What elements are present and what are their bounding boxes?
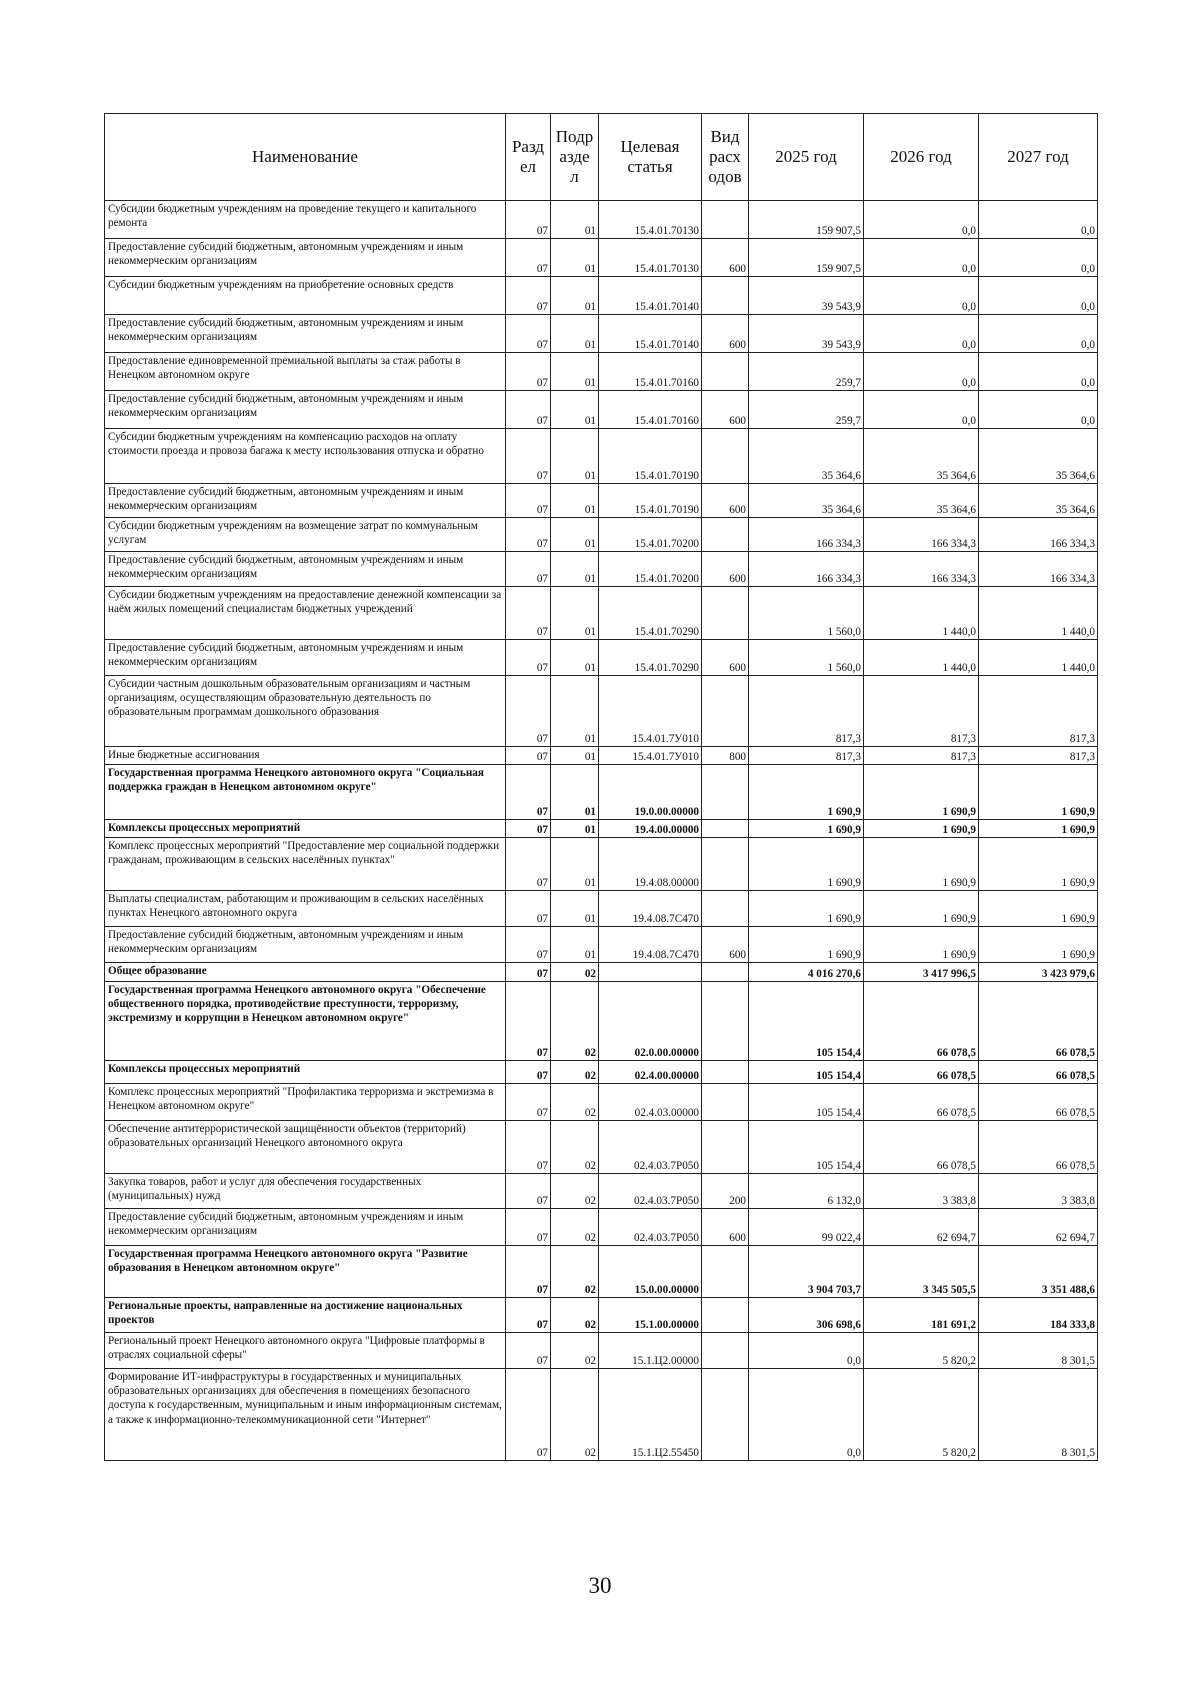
row-amount-2026: 817,3 <box>864 676 979 747</box>
row-subsection: 01 <box>551 927 599 963</box>
row-amount-2026: 817,3 <box>864 747 979 765</box>
row-expense-type: 600 <box>702 552 749 587</box>
row-amount-2027: 1 440,0 <box>979 587 1098 640</box>
row-name: Субсидии бюджетным учреждениям на компенсацию расходов на оплату стоимости проезда и провоза багажа к месту использования отпуска и обратно <box>105 429 506 484</box>
row-amount-2025: 159 907,5 <box>749 239 864 277</box>
row-target-article: 15.4.01.70140 <box>599 315 702 353</box>
row-amount-2025: 817,3 <box>749 676 864 747</box>
row-expense-type: 800 <box>702 747 749 765</box>
row-expense-type <box>702 587 749 640</box>
row-name: Выплаты специалистам, работающим и проживающим в сельских населённых пунктах Ненецкого автономного округа <box>105 891 506 927</box>
row-name: Предоставление субсидий бюджетным, автономным учреждениям и иным некоммерческим организациям <box>105 239 506 277</box>
row-subsection: 02 <box>551 982 599 1061</box>
row-section: 07 <box>506 391 551 429</box>
row-target-article: 15.4.01.70130 <box>599 201 702 239</box>
row-subsection: 02 <box>551 1084 599 1121</box>
row-target-article: 15.4.01.70130 <box>599 239 702 277</box>
row-amount-2025: 39 543,9 <box>749 315 864 353</box>
row-amount-2026: 1 690,9 <box>864 927 979 963</box>
row-section: 07 <box>506 1246 551 1298</box>
row-target-article: 15.4.01.7У010 <box>599 676 702 747</box>
table-body <box>105 201 1098 1461</box>
row-amount-2027: 66 078,5 <box>979 1061 1098 1084</box>
row-target-article: 02.4.03.7Р050 <box>599 1209 702 1246</box>
row-section: 07 <box>506 587 551 640</box>
budget-table <box>104 113 1098 1461</box>
row-expense-type <box>702 1333 749 1369</box>
row-expense-type <box>702 1084 749 1121</box>
row-amount-2027: 66 078,5 <box>979 1084 1098 1121</box>
row-amount-2027: 184 333,8 <box>979 1298 1098 1333</box>
row-amount-2025: 6 132,0 <box>749 1174 864 1209</box>
row-amount-2027: 66 078,5 <box>979 1121 1098 1174</box>
row-target-article: 15.0.00.00000 <box>599 1246 702 1298</box>
row-amount-2026: 66 078,5 <box>864 982 979 1061</box>
row-name: Общее образование <box>105 963 506 982</box>
row-target-article: 15.4.01.70290 <box>599 640 702 676</box>
row-target-article: 19.4.08.7С470 <box>599 891 702 927</box>
row-subsection: 01 <box>551 891 599 927</box>
row-name: Предоставление субсидий бюджетным, автономным учреждениям и иным некоммерческим организациям <box>105 927 506 963</box>
row-section: 07 <box>506 1174 551 1209</box>
row-amount-2026: 1 440,0 <box>864 640 979 676</box>
header-target-article-label: Целевая статья <box>620 137 680 176</box>
row-name: Региональные проекты, направленные на достижение национальных проектов <box>105 1298 506 1333</box>
row-name: Государственная программа Ненецкого автономного округа "Обеспечение общественного порядка, противодействие преступности, терроризму, экстремизму и коррупции в Ненецком автономном округе" <box>105 982 506 1061</box>
row-target-article: 19.4.08.00000 <box>599 838 702 891</box>
row-subsection: 02 <box>551 1174 599 1209</box>
row-target-article: 02.4.00.00000 <box>599 1061 702 1084</box>
row-amount-2027: 62 694,7 <box>979 1209 1098 1246</box>
row-name: Предоставление субсидий бюджетным, автономным учреждениям и иным некоммерческим организациям <box>105 391 506 429</box>
row-section: 07 <box>506 201 551 239</box>
header-expense-type <box>702 114 749 201</box>
row-section: 07 <box>506 1369 551 1461</box>
row-target-article: 15.4.01.7У010 <box>599 747 702 765</box>
row-expense-type <box>702 765 749 820</box>
row-section: 07 <box>506 820 551 838</box>
row-expense-type: 200 <box>702 1174 749 1209</box>
header-section <box>506 114 551 201</box>
table-row <box>105 587 1098 640</box>
row-amount-2025: 166 334,3 <box>749 518 864 552</box>
row-amount-2027: 166 334,3 <box>979 552 1098 587</box>
row-expense-type <box>702 1298 749 1333</box>
row-name: Субсидии бюджетным учреждениям на приобретение основных средств <box>105 277 506 315</box>
row-amount-2025: 0,0 <box>749 1369 864 1461</box>
row-amount-2025: 4 016 270,6 <box>749 963 864 982</box>
row-amount-2025: 105 154,4 <box>749 982 864 1061</box>
row-amount-2027: 0,0 <box>979 277 1098 315</box>
row-amount-2027: 1 440,0 <box>979 640 1098 676</box>
row-expense-type <box>702 201 749 239</box>
page-number: 30 <box>588 1573 612 1598</box>
row-name: Закупка товаров, работ и услуг для обеспечения государственных (муниципальных) нужд <box>105 1174 506 1209</box>
row-expense-type <box>702 1369 749 1461</box>
row-amount-2026: 35 364,6 <box>864 429 979 484</box>
row-subsection: 01 <box>551 518 599 552</box>
row-name: Субсидии бюджетным учреждениям на возмещение затрат по коммунальным услугам <box>105 518 506 552</box>
row-expense-type <box>702 838 749 891</box>
row-subsection: 01 <box>551 820 599 838</box>
header-name: Наименование <box>105 114 506 201</box>
row-subsection: 01 <box>551 765 599 820</box>
row-subsection: 01 <box>551 277 599 315</box>
row-amount-2027: 8 301,5 <box>979 1369 1098 1461</box>
row-expense-type: 600 <box>702 484 749 518</box>
row-subsection: 02 <box>551 963 599 982</box>
row-expense-type <box>702 353 749 391</box>
row-name: Иные бюджетные ассигнования <box>105 747 506 765</box>
row-name: Региональный проект Ненецкого автономного округа "Цифровые платформы в отраслях социальной сферы" <box>105 1333 506 1369</box>
row-amount-2026: 181 691,2 <box>864 1298 979 1333</box>
table-row <box>105 484 1098 518</box>
row-amount-2027: 0,0 <box>979 315 1098 353</box>
row-subsection: 02 <box>551 1121 599 1174</box>
row-amount-2025: 306 698,6 <box>749 1298 864 1333</box>
header-2027: 2027 год <box>979 114 1098 201</box>
row-name: Предоставление субсидий бюджетным, автономным учреждениям и иным некоммерческим организациям <box>105 552 506 587</box>
table-row <box>105 1121 1098 1174</box>
row-section: 07 <box>506 640 551 676</box>
table-row <box>105 747 1098 765</box>
row-amount-2026: 166 334,3 <box>864 552 979 587</box>
row-amount-2026: 66 078,5 <box>864 1121 979 1174</box>
row-amount-2026: 1 690,9 <box>864 820 979 838</box>
row-amount-2027: 1 690,9 <box>979 820 1098 838</box>
table-row <box>105 518 1098 552</box>
table-row <box>105 963 1098 982</box>
row-amount-2025: 1 690,9 <box>749 891 864 927</box>
header-target-article <box>599 114 702 201</box>
row-amount-2027: 166 334,3 <box>979 518 1098 552</box>
table-row <box>105 1298 1098 1333</box>
table-row <box>105 676 1098 747</box>
row-expense-type: 600 <box>702 927 749 963</box>
row-amount-2026: 0,0 <box>864 315 979 353</box>
row-amount-2027: 3 351 488,6 <box>979 1246 1098 1298</box>
row-amount-2026: 0,0 <box>864 201 979 239</box>
row-amount-2026: 166 334,3 <box>864 518 979 552</box>
row-amount-2026: 0,0 <box>864 391 979 429</box>
row-section: 07 <box>506 963 551 982</box>
row-amount-2025: 3 904 703,7 <box>749 1246 864 1298</box>
row-amount-2025: 39 543,9 <box>749 277 864 315</box>
row-target-article: 15.4.01.70160 <box>599 353 702 391</box>
row-section: 07 <box>506 239 551 277</box>
row-amount-2025: 105 154,4 <box>749 1121 864 1174</box>
header-2026: 2026 год <box>864 114 979 201</box>
row-amount-2025: 105 154,4 <box>749 1061 864 1084</box>
row-subsection: 02 <box>551 1333 599 1369</box>
row-amount-2026: 0,0 <box>864 239 979 277</box>
row-section: 07 <box>506 1061 551 1084</box>
row-section: 07 <box>506 353 551 391</box>
row-name: Предоставление единовременной премиальной выплаты за стаж работы в Ненецком автономном округе <box>105 353 506 391</box>
row-expense-type <box>702 1061 749 1084</box>
row-section: 07 <box>506 429 551 484</box>
row-amount-2026: 3 345 505,5 <box>864 1246 979 1298</box>
row-expense-type <box>702 277 749 315</box>
row-amount-2025: 99 022,4 <box>749 1209 864 1246</box>
row-target-article: 02.4.03.00000 <box>599 1084 702 1121</box>
row-amount-2026: 66 078,5 <box>864 1084 979 1121</box>
row-name: Комплексы процессных мероприятий <box>105 820 506 838</box>
row-amount-2026: 5 820,2 <box>864 1369 979 1461</box>
row-amount-2025: 105 154,4 <box>749 1084 864 1121</box>
row-expense-type: 600 <box>702 1209 749 1246</box>
row-name: Комплекс процессных мероприятий "Профилактика терроризма и экстремизма в Ненецком автономном округе" <box>105 1084 506 1121</box>
row-amount-2026: 1 690,9 <box>864 891 979 927</box>
row-amount-2027: 3 383,8 <box>979 1174 1098 1209</box>
row-name: Формирование ИТ-инфраструктуры в государственных и муниципальных образовательных организациях для обеспечения в помещениях безопасного доступа к государственным, муниципальным и иным информационным системам, а также к информационно-телекоммуникационной сети "Интернет" <box>105 1369 506 1461</box>
row-amount-2026: 1 690,9 <box>864 765 979 820</box>
row-amount-2026: 0,0 <box>864 277 979 315</box>
row-expense-type <box>702 891 749 927</box>
row-subsection: 01 <box>551 201 599 239</box>
row-subsection: 01 <box>551 315 599 353</box>
row-target-article: 19.4.00.00000 <box>599 820 702 838</box>
header-subsection-label: Подр азде л <box>555 127 594 186</box>
table-row <box>105 640 1098 676</box>
row-target-article: 19.4.08.7С470 <box>599 927 702 963</box>
row-target-article: 15.4.01.70200 <box>599 552 702 587</box>
row-section: 07 <box>506 277 551 315</box>
row-expense-type <box>702 820 749 838</box>
row-section: 07 <box>506 484 551 518</box>
row-amount-2027: 35 364,6 <box>979 429 1098 484</box>
row-amount-2025: 166 334,3 <box>749 552 864 587</box>
row-amount-2027: 817,3 <box>979 676 1098 747</box>
row-amount-2026: 3 417 996,5 <box>864 963 979 982</box>
header-expense-type-label: Вид расх одов <box>708 127 742 186</box>
row-amount-2026: 5 820,2 <box>864 1333 979 1369</box>
row-subsection: 01 <box>551 747 599 765</box>
row-target-article: 15.4.01.70200 <box>599 518 702 552</box>
row-section: 07 <box>506 552 551 587</box>
row-amount-2027: 1 690,9 <box>979 765 1098 820</box>
row-amount-2025: 1 560,0 <box>749 587 864 640</box>
row-expense-type <box>702 429 749 484</box>
row-section: 07 <box>506 747 551 765</box>
row-amount-2025: 259,7 <box>749 391 864 429</box>
row-section: 07 <box>506 838 551 891</box>
row-amount-2027: 817,3 <box>979 747 1098 765</box>
table-row <box>105 353 1098 391</box>
row-amount-2026: 35 364,6 <box>864 484 979 518</box>
row-section: 07 <box>506 1298 551 1333</box>
row-expense-type <box>702 1246 749 1298</box>
table-row <box>105 1061 1098 1084</box>
row-amount-2025: 35 364,6 <box>749 484 864 518</box>
row-subsection: 01 <box>551 640 599 676</box>
row-subsection: 01 <box>551 391 599 429</box>
row-subsection: 02 <box>551 1298 599 1333</box>
row-target-article: 15.4.01.70190 <box>599 429 702 484</box>
row-name: Государственная программа Ненецкого автономного округа "Социальная поддержка граждан в Ненецком автономном округе" <box>105 765 506 820</box>
row-amount-2025: 1 690,9 <box>749 838 864 891</box>
row-section: 07 <box>506 1121 551 1174</box>
row-amount-2025: 1 560,0 <box>749 640 864 676</box>
header-section-label: Разд ел <box>511 137 545 176</box>
row-amount-2026: 1 440,0 <box>864 587 979 640</box>
row-amount-2027: 1 690,9 <box>979 838 1098 891</box>
table-row <box>105 765 1098 820</box>
row-section: 07 <box>506 982 551 1061</box>
row-subsection: 01 <box>551 587 599 640</box>
budget-table-page <box>104 113 1097 1461</box>
row-subsection: 01 <box>551 838 599 891</box>
table-row <box>105 315 1098 353</box>
table-row <box>105 927 1098 963</box>
row-name: Государственная программа Ненецкого автономного округа "Развитие образования в Ненецком автономном округе" <box>105 1246 506 1298</box>
row-section: 07 <box>506 1209 551 1246</box>
row-name: Субсидии бюджетным учреждениям на проведение текущего и капитального ремонта <box>105 201 506 239</box>
row-expense-type <box>702 963 749 982</box>
row-amount-2027: 66 078,5 <box>979 982 1098 1061</box>
row-subsection: 02 <box>551 1209 599 1246</box>
row-section: 07 <box>506 891 551 927</box>
row-name: Предоставление субсидий бюджетным, автономным учреждениям и иным некоммерческим организациям <box>105 315 506 353</box>
row-amount-2026: 62 694,7 <box>864 1209 979 1246</box>
row-subsection: 01 <box>551 552 599 587</box>
table-row <box>105 1246 1098 1298</box>
header-2025: 2025 год <box>749 114 864 201</box>
row-amount-2025: 0,0 <box>749 1333 864 1369</box>
row-target-article: 15.1.Ц2.55450 <box>599 1369 702 1461</box>
row-subsection: 01 <box>551 484 599 518</box>
table-row <box>105 838 1098 891</box>
row-amount-2025: 1 690,9 <box>749 820 864 838</box>
table-row <box>105 982 1098 1061</box>
row-section: 07 <box>506 927 551 963</box>
row-expense-type <box>702 982 749 1061</box>
row-amount-2026: 0,0 <box>864 353 979 391</box>
table-row <box>105 1084 1098 1121</box>
table-row <box>105 239 1098 277</box>
row-amount-2027: 0,0 <box>979 201 1098 239</box>
row-section: 07 <box>506 518 551 552</box>
row-section: 07 <box>506 1333 551 1369</box>
row-target-article: 15.1.00.00000 <box>599 1298 702 1333</box>
row-amount-2026: 3 383,8 <box>864 1174 979 1209</box>
row-amount-2027: 8 301,5 <box>979 1333 1098 1369</box>
row-target-article: 15.1.Ц2.00000 <box>599 1333 702 1369</box>
row-target-article: 02.0.00.00000 <box>599 982 702 1061</box>
table-row <box>105 891 1098 927</box>
row-amount-2026: 66 078,5 <box>864 1061 979 1084</box>
table-header-row <box>105 114 1098 201</box>
table-row <box>105 552 1098 587</box>
row-subsection: 01 <box>551 429 599 484</box>
row-subsection: 02 <box>551 1246 599 1298</box>
row-target-article: 15.4.01.70190 <box>599 484 702 518</box>
row-amount-2027: 35 364,6 <box>979 484 1098 518</box>
table-row <box>105 277 1098 315</box>
table-row <box>105 391 1098 429</box>
row-expense-type <box>702 518 749 552</box>
row-expense-type <box>702 676 749 747</box>
row-name: Предоставление субсидий бюджетным, автономным учреждениям и иным некоммерческим организациям <box>105 640 506 676</box>
row-target-article: 15.4.01.70160 <box>599 391 702 429</box>
row-section: 07 <box>506 765 551 820</box>
row-amount-2027: 3 423 979,6 <box>979 963 1098 982</box>
row-amount-2027: 1 690,9 <box>979 927 1098 963</box>
row-expense-type <box>702 1121 749 1174</box>
table-row <box>105 1209 1098 1246</box>
row-name: Комплекс процессных мероприятий "Предоставление мер социальной поддержки гражданам, проживающим в сельских населённых пунктах" <box>105 838 506 891</box>
row-target-article: 15.4.01.70140 <box>599 277 702 315</box>
row-subsection: 01 <box>551 676 599 747</box>
table-row <box>105 1174 1098 1209</box>
table-row <box>105 1369 1098 1461</box>
table-row <box>105 429 1098 484</box>
row-amount-2027: 0,0 <box>979 391 1098 429</box>
row-amount-2026: 1 690,9 <box>864 838 979 891</box>
row-expense-type: 600 <box>702 640 749 676</box>
row-expense-type: 600 <box>702 315 749 353</box>
table-row <box>105 201 1098 239</box>
row-subsection: 01 <box>551 239 599 277</box>
row-amount-2025: 817,3 <box>749 747 864 765</box>
table-row <box>105 1333 1098 1369</box>
row-target-article: 19.0.00.00000 <box>599 765 702 820</box>
row-amount-2027: 0,0 <box>979 353 1098 391</box>
row-expense-type: 600 <box>702 239 749 277</box>
row-amount-2025: 1 690,9 <box>749 927 864 963</box>
header-subsection <box>551 114 599 201</box>
row-name: Комплексы процессных мероприятий <box>105 1061 506 1084</box>
row-section: 07 <box>506 1084 551 1121</box>
row-amount-2025: 259,7 <box>749 353 864 391</box>
row-section: 07 <box>506 676 551 747</box>
row-expense-type: 600 <box>702 391 749 429</box>
row-target-article: 15.4.01.70290 <box>599 587 702 640</box>
row-subsection: 02 <box>551 1061 599 1084</box>
row-section: 07 <box>506 315 551 353</box>
row-target-article: 02.4.03.7Р050 <box>599 1121 702 1174</box>
row-target-article: 02.4.03.7Р050 <box>599 1174 702 1209</box>
row-subsection: 01 <box>551 353 599 391</box>
row-amount-2027: 0,0 <box>979 239 1098 277</box>
row-amount-2025: 35 364,6 <box>749 429 864 484</box>
row-target-article <box>599 963 702 982</box>
row-name: Предоставление субсидий бюджетным, автономным учреждениям и иным некоммерческим организациям <box>105 484 506 518</box>
table-row <box>105 820 1098 838</box>
row-amount-2025: 1 690,9 <box>749 765 864 820</box>
row-subsection: 02 <box>551 1369 599 1461</box>
row-amount-2027: 1 690,9 <box>979 891 1098 927</box>
row-name: Субсидии частным дошкольным образовательным организациям и частным организациям, осуществляющим образовательную деятельность по образовательным программам дошкольного образования <box>105 676 506 747</box>
row-name: Субсидии бюджетным учреждениям на предоставление денежной компенсации за наём жилых помещений специалистам бюджетных учреждений <box>105 587 506 640</box>
row-name: Обеспечение антитеррористической защищённости объектов (территорий) образовательных организаций Ненецкого автономного округа <box>105 1121 506 1174</box>
row-amount-2025: 159 907,5 <box>749 201 864 239</box>
row-name: Предоставление субсидий бюджетным, автономным учреждениям и иным некоммерческим организациям <box>105 1209 506 1246</box>
